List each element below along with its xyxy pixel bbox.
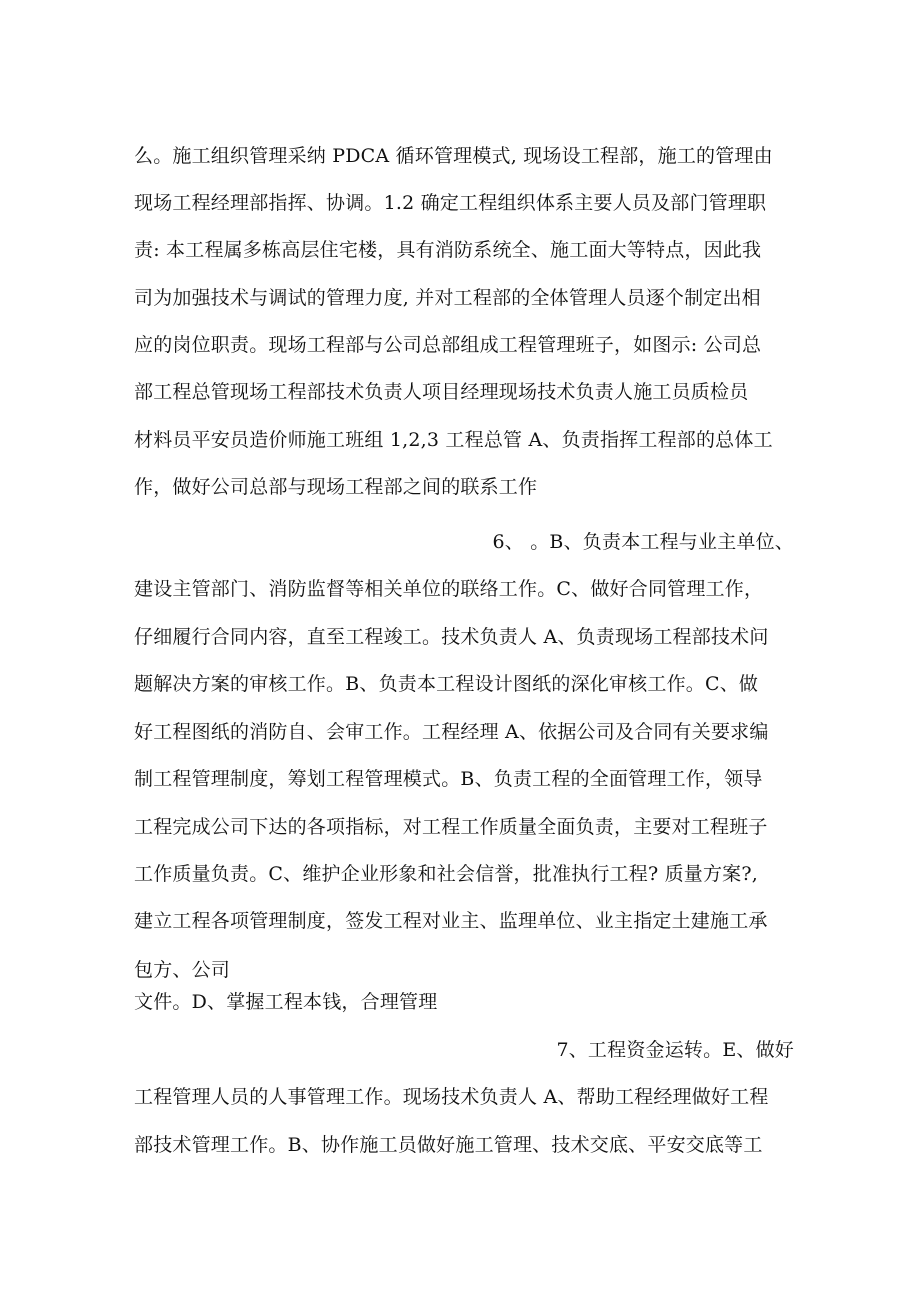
text-line: 好工程图纸的消防自、会审工作。工程经理 A、依据公司及合同有关要求编 xyxy=(134,721,769,743)
text-line: 工程管理人员的人事管理工作。现场技术负责人 A、帮助工程经理做好工程 xyxy=(134,1086,769,1108)
text-line: 司为加强技术与调试的管理力度, 并对工程部的全体管理人员逐个制定出相 xyxy=(134,287,761,309)
text-line: 材料员平安员造价师施工班组 1,2,3 工程总管 A、负责指挥工程部的总体工 xyxy=(134,429,773,451)
text-line: 作，做好公司总部与现场工程部之间的联系工作 xyxy=(134,476,538,498)
text-line: 工作质量负责。C、维护企业形象和社会信誉，批准执行工程? 质量方案?, xyxy=(134,863,758,885)
text-line: 现场工程经理部指挥、协调。1.2 确定工程组织体系主要人员及部门管理职 xyxy=(134,192,767,214)
text-line: 么。施工组织管理采纳 PDCA 循环管理模式, 现场设工程部，施工的管理由 xyxy=(134,145,773,167)
text-line: 制工程管理制度，筹划工程管理模式。B、负责工程的全面管理工作，领导 xyxy=(134,768,763,790)
numbered-paragraph-7: 7、工程资金运转。E、做好 xyxy=(556,1039,794,1061)
text-line: 题解决方案的审核工作。B、负责本工程设计图纸的深化审核工作。C、做 xyxy=(134,673,759,695)
text-line: 工程完成公司下达的各项指标，对工程工作质量全面负责，主要对工程班子 xyxy=(134,816,768,838)
text-line: 部工程总管现场工程部技术负责人项目经理现场技术负责人施工员质检员 xyxy=(134,381,749,403)
text-line: 仔细履行合同内容，直至工程竣工。技术负责人 A、负责现场工程部技术问 xyxy=(134,626,769,648)
text-line: 包方、公司 xyxy=(134,959,231,981)
text-line: 应的岗位职责。现场工程部与公司总部组成工程管理班子，如图示: 公司总 xyxy=(134,334,762,356)
numbered-paragraph-6: 6、 。B、负责本工程与业主单位、 xyxy=(492,531,794,553)
text-line: 建设主管部门、消防监督等相关单位的联络工作。C、做好合同管理工作， xyxy=(134,578,764,600)
text-line: 建立工程各项管理制度，签发工程对业主、监理单位、业主指定土建施工承 xyxy=(134,910,768,932)
text-line: 文件。D、掌握工程本钱，合理管理 xyxy=(134,991,438,1013)
text-line: 责: 本工程属多栋高层住宅楼，具有消防系统全、施工面大等特点，因此我 xyxy=(134,239,762,261)
text-line: 部技术管理工作。B、协作施工员做好施工管理、技术交底、平安交底等工 xyxy=(134,1134,763,1156)
